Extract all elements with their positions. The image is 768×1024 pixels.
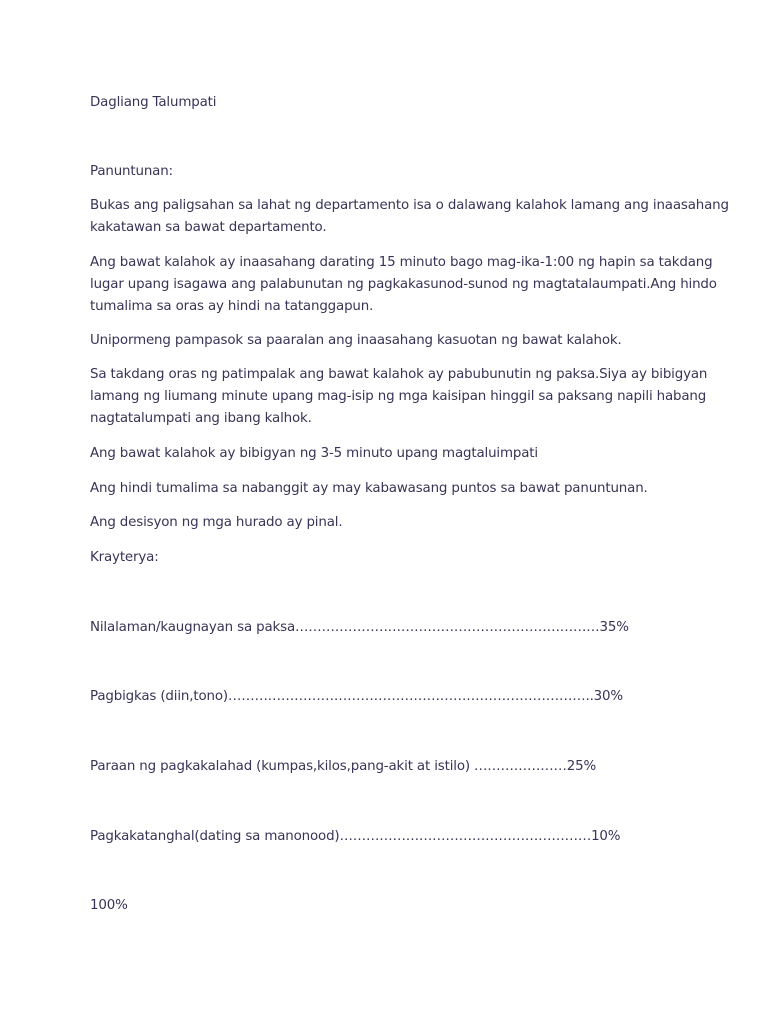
rule-line: Ang hindi tumalima sa nabanggit ay may kabawasang puntos sa bawat panuntunan. [90, 481, 648, 496]
criteria-item: Paraan ng pagkakalahad (kumpas,kilos,pang-akit at istilo) …………………25% [90, 759, 597, 774]
criteria-item: Pagkakatanghal(dating sa manonood)…………………………………………………10% [90, 829, 621, 844]
rule-line: Ang bawat kalahok ay bibigyan ng 3-5 minuto upang magtaluimpati [90, 446, 538, 461]
rule-line: kakatawan sa bawat departamento. [90, 220, 327, 235]
criteria-heading: Krayterya: [90, 550, 159, 565]
rule-paragraph [90, 252, 717, 318]
rule-paragraph [90, 195, 729, 239]
rule-line: Unipormeng pampasok sa paaralan ang inaasahang kasuotan ng bawat kalahok. [90, 333, 622, 348]
rule-line: Ang bawat kalahok ay inaasahang darating 15 minuto bago mag-ika-1:00 ng hapin sa takdang [90, 255, 713, 270]
rule-line: Bukas ang paligsahan sa lahat ng departamento isa o dalawang kalahok lamang ang inaasahang [90, 198, 729, 213]
rule-line: tumalima sa oras ay hindi na tatanggapun. [90, 299, 374, 314]
rule-line: nagtatalumpati ang ibang kalhok. [90, 411, 312, 426]
rule-line: lugar upang isagawa ang palabunutan ng pagkakasunod-sunod ng magtatalaumpati.Ang hindo [90, 277, 717, 292]
rule-paragraph [90, 478, 690, 500]
criteria-item: Pagbigkas (diin,tono)………………………………………………………………………..30% [90, 689, 623, 704]
rule-paragraph [90, 512, 690, 534]
rules-heading: Panuntunan: [90, 164, 173, 179]
rule-line: Sa takdang oras ng patimpalak ang bawat kalahok ay pabubunutin ng paksa.Siya ay bibigyan [90, 367, 708, 382]
rule-paragraph [90, 330, 690, 352]
rule-line: lamang ng liumang minute upang mag-isip ng mga kaisipan hinggil sa paksang napili habang [90, 389, 707, 404]
rule-paragraph [90, 443, 690, 465]
criteria-total: 100% [90, 898, 128, 913]
rule-paragraph [90, 364, 708, 430]
criteria-item: Nilalaman/kaugnayan sa paksa……………………………………………………………35% [90, 620, 629, 635]
document-title: Dagliang Talumpati [90, 95, 217, 110]
rule-line: Ang desisyon ng mga hurado ay pinal. [90, 515, 343, 530]
